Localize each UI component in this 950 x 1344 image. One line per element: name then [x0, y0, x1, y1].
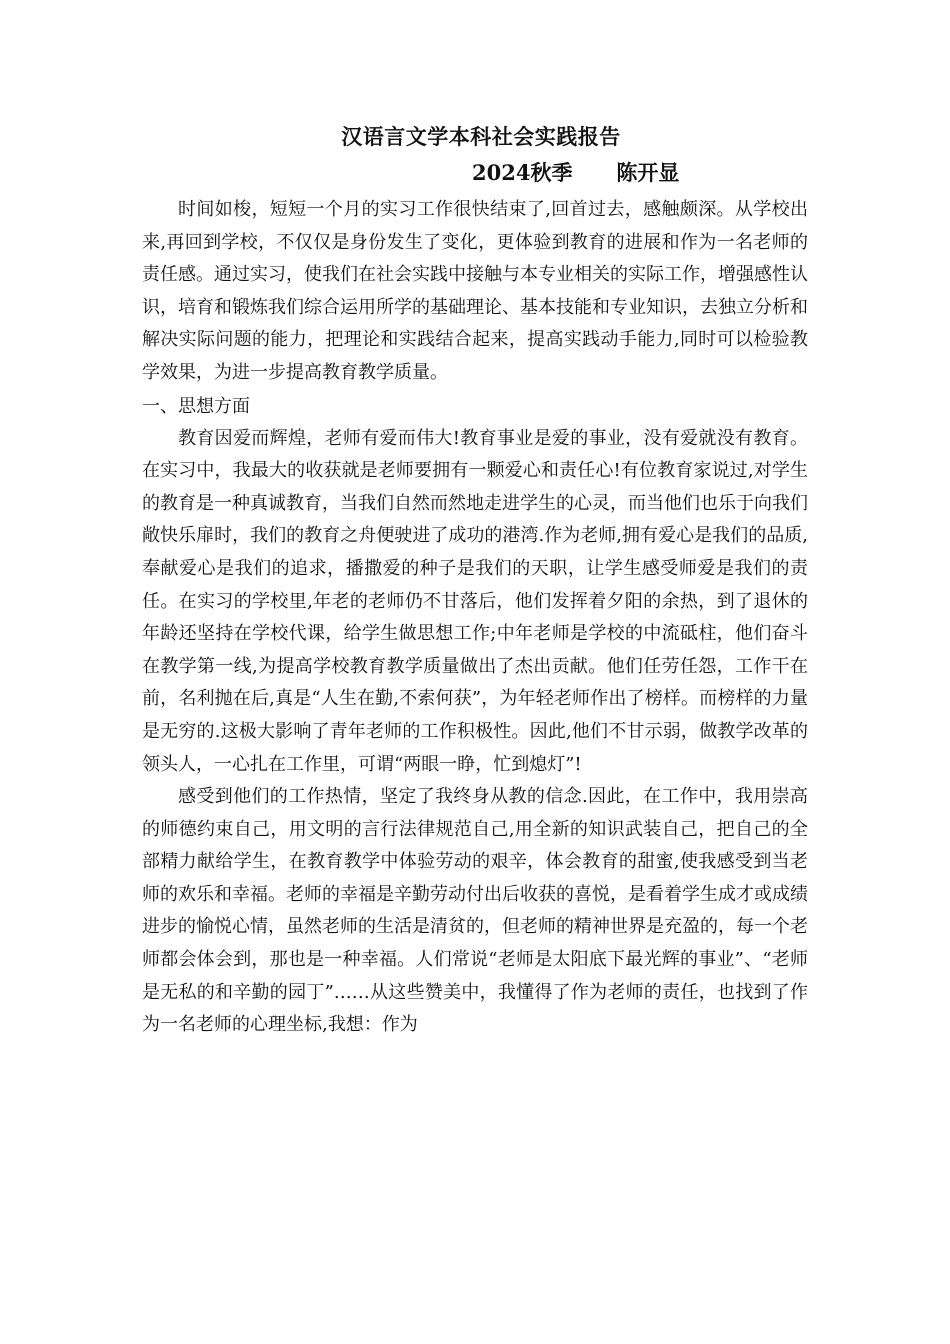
- paragraph-intro: 时间如梭，短短一个月的实习工作很快结束了,回首过去，感触颇深。从学校出来,再回到学校，不仅仅是身份发生了变化，更体验到教育的进展和作为一名老师的责任感。通过实习，使我们在社会实践中接触与本专业相关的实际工作，增强感性认识，培育和锻炼我们综合运用所学的基础理论、基本技能和专业知识，去独立分析和解决实际问题的能力，把理论和实践结合起来，提高实践动手能力,同时可以检验教学效果，为进一步提高教育教学质量。: [142, 199, 808, 383]
- paragraph-work-passion: 感受到他们的工作热情，坚定了我终身从教的信念.因此，在工作中，我用崇高的师德约束自己，用文明的言行法律规范自己,用全新的知识武装自己，把自己的全部精力献给学生，在教育教学中体验劳动的艰辛，体会教育的甜蜜,使我感受到当老师的欢乐和幸福。老师的幸福是辛勤劳动付出后收获的喜悦，是看着学生成才或成绩进步的愉悦心情，虽然老师的生活是清贫的，但老师的精神世界是充盈的，每一个老师都会体会到，那也是一种幸福。人们常说“老师是太阳底下最光辉的事业”、“老师是无私的和辛勤的园丁”……从这些赞美中，我懂得了作为老师的责任，也找到了作为一名老师的心理坐标,我想：作为: [142, 786, 808, 1036]
- document-subtitle: 2024秋季 陈开显: [472, 160, 680, 185]
- document-title: 汉语言文学本科社会实践报告: [341, 124, 621, 149]
- section-heading: 一、思想方面: [142, 395, 250, 417]
- document-body: [142, 194, 808, 1042]
- paragraph-education-love: 教育因爱而辉煌，老师有爱而伟大!教育事业是爱的事业，没有爱就没有教育。在实习中，我最大的收获就是老师要拥有一颗爱心和责任心!有位教育家说过,对学生的教育是一种真诚教育，当我们自然而然地走进学生的心灵，而当他们也乐于向我们敞快乐扉时，我们的教育之舟便驶进了成功的港湾.作为老师,拥有爱心是我们的品质,奉献爱心是我们的追求，播撒爱的种子是我们的天职，让学生感受师爱是我们的责任。在实习的学校里,年老的老师仍不甘落后，他们发挥着夕阳的余热，到了退休的年龄还坚持在学校代课，给学生做思想工作;中年老师是学校的中流砥柱，他们奋斗在教学第一线,为提高学校教育教学质量做出了杰出贡献。他们任劳任怨，工作干在前，名利抛在后,真是“人生在勤,不索何获”，为年轻老师作出了榜样。而榜样的力量是无穷的.这极大影响了青年老师的工作积极性。因此,他们不甘示弱，做教学改革的领头人，一心扎在工作里，可谓“两眼一睁，忙到熄灯”!: [142, 427, 808, 775]
